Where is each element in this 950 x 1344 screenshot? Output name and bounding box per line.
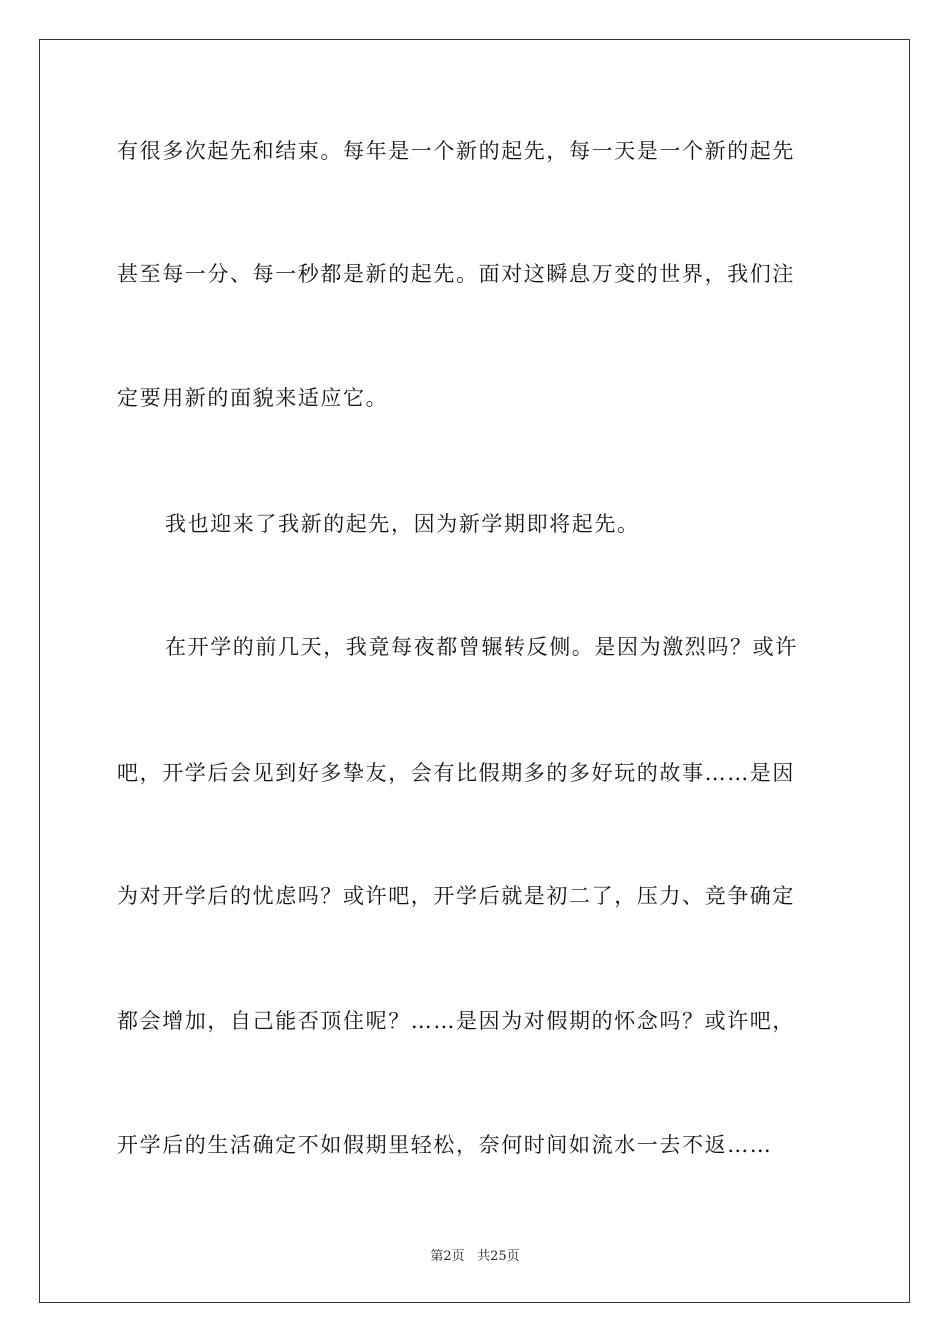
paragraph-line: 都会增加，自己能否顶住呢？……是因为对假期的怀念吗？或许吧， — [117, 1009, 795, 1033]
page-total: 共25页 — [477, 1249, 520, 1264]
paragraph-line: 有很多次起先和结束。每年是一个新的起先，每一天是一个新的起先 — [117, 139, 795, 163]
paragraph-line: 定要用新的面貌来适应它。 — [117, 386, 389, 410]
page-border — [39, 39, 910, 1303]
paragraph-line: 开学后的生活确定不如假期里轻松，奈何时间如流水一去不返…… — [117, 1133, 773, 1157]
paragraph-line: 为对开学后的忧虑吗？或许吧，开学后就是初二了，压力、竞争确定 — [117, 884, 795, 908]
page-number: 第2页 — [430, 1249, 465, 1264]
paragraph-line: 我也迎来了我新的起先，因为新学期即将起先。 — [165, 512, 640, 536]
paragraph-line: 甚至每一分、每一秒都是新的起先。面对这瞬息万变的世界，我们注 — [117, 262, 795, 286]
page-footer — [0, 1248, 950, 1266]
paragraph-line: 吧，开学后会见到好多挚友，会有比假期多的多好玩的故事……是因 — [117, 761, 795, 785]
paragraph-line: 在开学的前几天，我竟每夜都曾辗转反侧。是因为激烈吗？或许 — [165, 635, 798, 659]
